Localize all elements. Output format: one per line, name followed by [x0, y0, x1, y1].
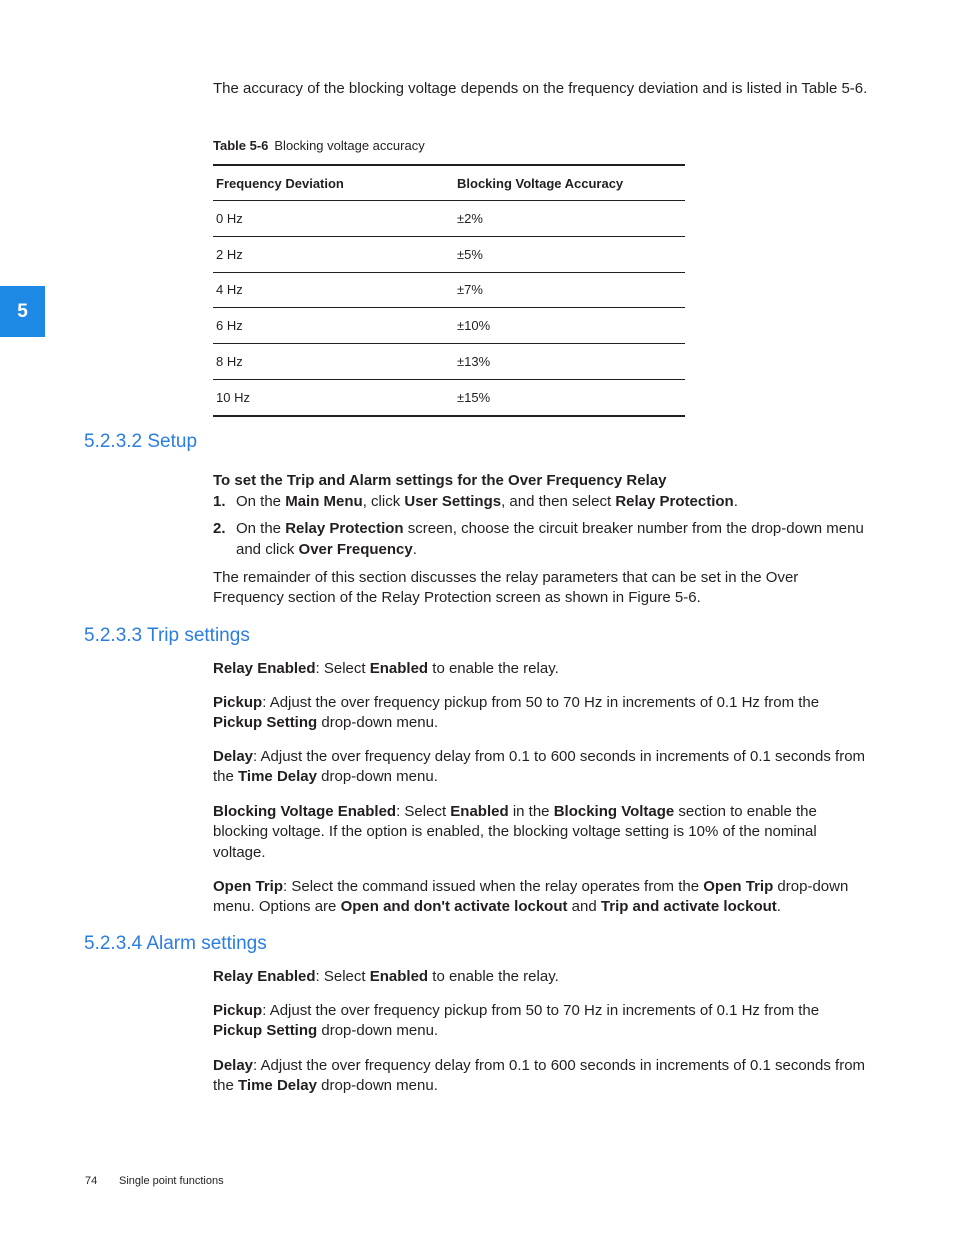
table-cell: 2 Hz [216, 246, 243, 262]
table-caption-text: Blocking voltage accuracy [274, 138, 425, 153]
alarm-pickup: Pickup: Adjust the over frequency pickup from 50 to 70 Hz in increments of 0.1 Hz from the Pickup Setting drop-down menu. [213, 1002, 820, 1040]
table-row [213, 344, 685, 380]
intro-paragraph: The accuracy of the blocking voltage depends on the frequency deviation and is listed in Table 5-6. [213, 80, 868, 97]
step-number: 2. [213, 520, 226, 538]
table-caption-label: Table 5-6 [213, 138, 269, 153]
trip-delay: Delay: Adjust the over frequency delay from 0.1 to 600 seconds in increments of 0.1 seconds from the Time Delay drop-down menu. [213, 748, 866, 786]
trip-blocking-voltage: Blocking Voltage Enabled: Select Enabled in the Blocking Voltage section to enable the blocking voltage. If the option is enabled, the blocking voltage setting is 10% of the nominal voltage. [213, 803, 817, 861]
chapter-tab [0, 286, 45, 337]
step-number: 1. [213, 493, 226, 510]
setup-steps [213, 492, 868, 567]
table-cell: 4 Hz [216, 282, 243, 298]
table-row [213, 308, 685, 344]
table-caption [213, 138, 425, 154]
table-row [213, 272, 685, 308]
table-cell: ±5% [457, 246, 483, 262]
step-text: On the Relay Protection screen, choose the circuit breaker number from the drop-down menu and click Over Frequency. [236, 520, 864, 558]
trip-pickup: Pickup: Adjust the over frequency pickup from 50 to 70 Hz in increments of 0.1 Hz from the Pickup Setting drop-down menu. [213, 694, 820, 732]
table-cell: ±10% [457, 318, 491, 334]
trip-relay-enabled: Relay Enabled: Select Enabled to enable the relay. [213, 660, 559, 677]
table-cell: ±7% [457, 282, 483, 298]
table-cell: 10 Hz [216, 389, 250, 405]
accuracy-table [213, 164, 685, 417]
footer-section-title: Single point functions [119, 1175, 224, 1187]
column-header: Frequency Deviation [216, 175, 344, 191]
alarm-heading: 5.2.3.4 Alarm settings [84, 933, 267, 954]
trip-open-trip: Open Trip: Select the command issued when the relay operates from the Open Trip drop-down menu. Options are Open and don't activate lockout and Trip and activate lockout. [213, 878, 849, 916]
table-row [213, 201, 685, 237]
trip-heading: 5.2.3.3 Trip settings [84, 625, 250, 646]
column-header: Blocking Voltage Accuracy [457, 175, 624, 191]
table-cell: 0 Hz [216, 210, 243, 226]
table-cell: ±2% [457, 210, 483, 226]
chapter-number: 5 [17, 300, 28, 322]
procedure-title: To set the Trip and Alarm settings for the Over Frequency Relay [213, 472, 667, 489]
table-cell: 6 Hz [216, 318, 243, 334]
setup-remainder: The remainder of this section discusses the relay parameters that can be set in the Over Frequency section of the Relay Protection screen as shown in Figure 5-6. [213, 569, 799, 607]
table-cell: ±13% [457, 354, 491, 370]
table-header-row [213, 165, 685, 201]
page-number: 74 [85, 1175, 98, 1187]
step-item [213, 519, 868, 560]
alarm-relay-enabled: Relay Enabled: Select Enabled to enable the relay. [213, 968, 559, 985]
setup-heading: 5.2.3.2 Setup [84, 431, 198, 452]
step-item [213, 492, 868, 512]
table-row [213, 379, 685, 415]
alarm-delay: Delay: Adjust the over frequency delay from 0.1 to 600 seconds in increments of 0.1 seconds from the Time Delay drop-down menu. [213, 1057, 866, 1095]
table-cell: ±15% [457, 389, 491, 405]
table-row [213, 236, 685, 272]
step-text: On the Main Menu, click User Settings, and then select Relay Protection. [236, 493, 738, 510]
table-cell: 8 Hz [216, 354, 243, 370]
